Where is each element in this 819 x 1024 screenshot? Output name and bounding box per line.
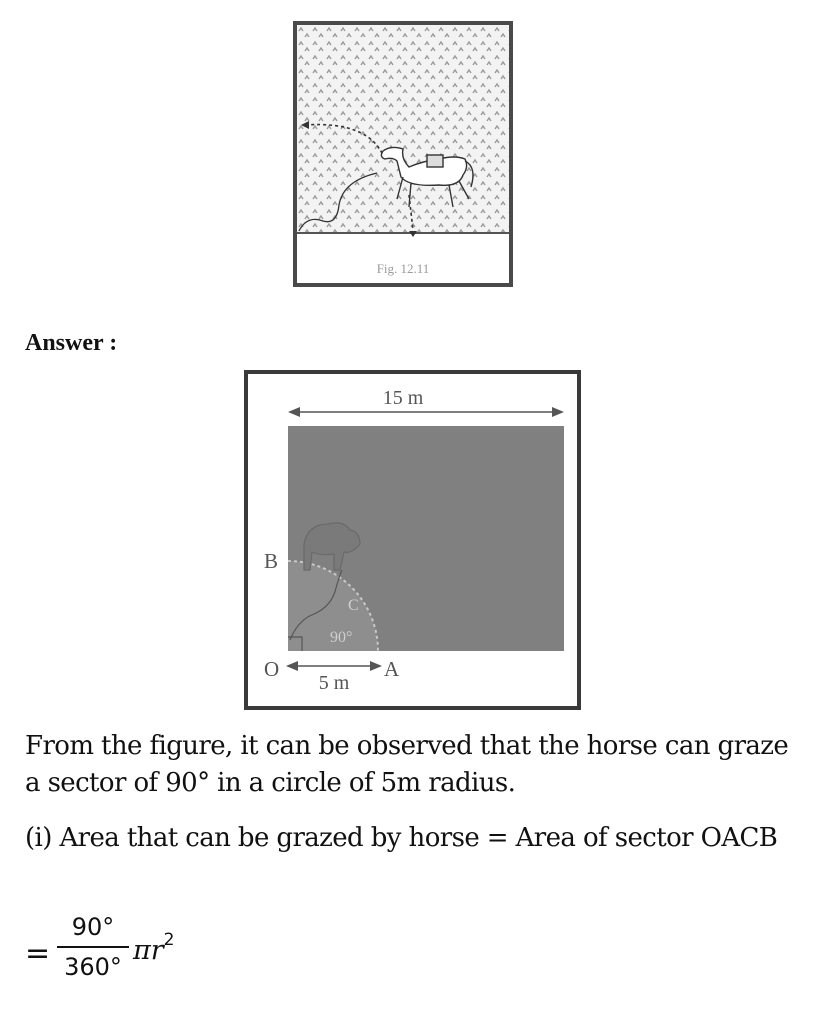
part-i-paragraph: (i) Area that can be grazed by horse = Area of sector OACB (25, 823, 778, 853)
angle-label: 90° (330, 629, 353, 646)
fraction-bar (57, 946, 129, 948)
grass-area (297, 25, 509, 233)
exponent: 2 (163, 930, 175, 950)
point-a-label: A (384, 657, 400, 681)
pi-r-squared (133, 930, 175, 966)
answer-heading: Answer : (25, 330, 118, 356)
sector-diagram (244, 370, 581, 710)
sector-diagram-svg (248, 374, 577, 706)
pi-r: πr (133, 935, 164, 966)
point-o-label: O (264, 657, 280, 681)
observation-paragraph: From the figure, it can be observed that the horse can graze a sector of 90° in a circle of 5m radius. (25, 731, 789, 798)
equals-sign: = (25, 936, 51, 971)
horse-field-illustration (297, 25, 509, 283)
point-c-label: C (348, 597, 359, 614)
sector-area-formula (25, 910, 325, 990)
width-label: 15 m (382, 387, 424, 409)
point-b-label: B (264, 549, 279, 573)
fraction-denominator: 360° (64, 953, 122, 981)
horse-field-figure (293, 21, 513, 287)
radius-label: 5 m (318, 672, 350, 694)
figure-caption: Fig. 12.11 (376, 261, 430, 276)
fraction-numerator: 90° (71, 913, 115, 941)
angle-fraction (57, 910, 129, 984)
